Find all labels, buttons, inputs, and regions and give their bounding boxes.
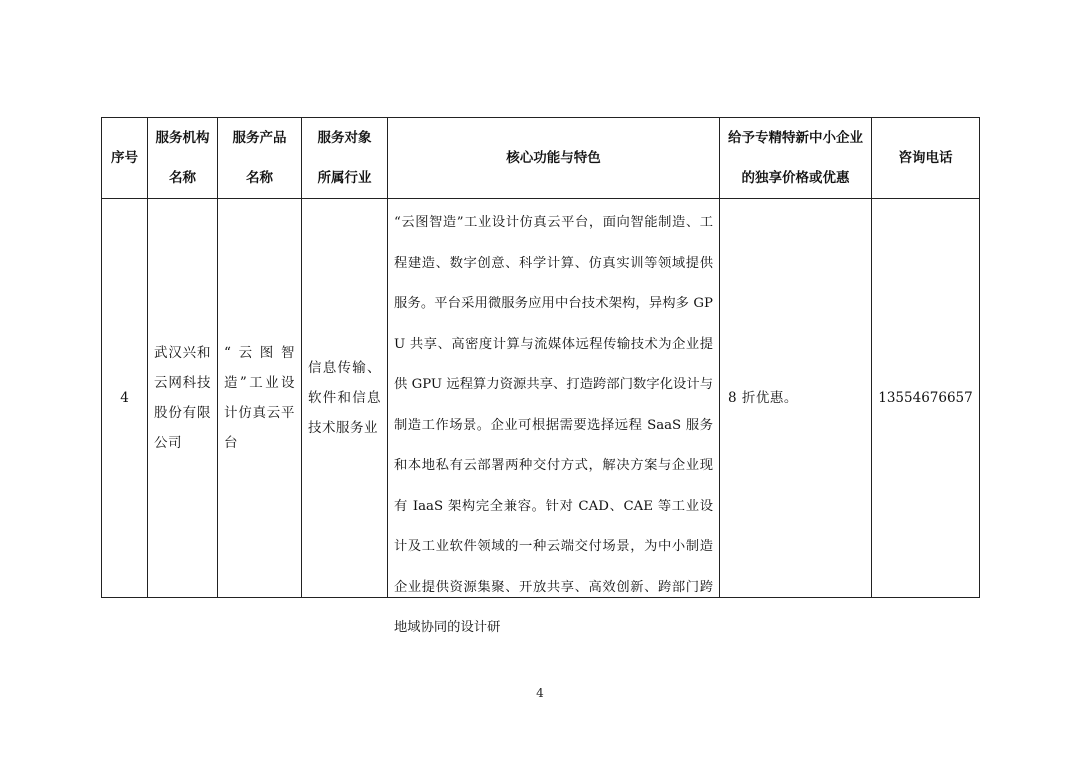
header-seq: 序号 [102,118,148,199]
header-phone: 咨询电话 [872,118,980,199]
header-row [102,118,980,199]
header-org-name: 服务机构 名称 [148,118,218,199]
header-product-name: 服务产品 名称 [218,118,302,199]
page-number: 4 [536,686,544,700]
header-features: 核心功能与特色 [388,118,720,199]
cell-offer: 8 折优惠。 [720,199,872,598]
cell-phone: 13554676657 [872,199,980,598]
table-row [102,199,980,598]
header-offer: 给予专精特新中小企业 的独享价格或优惠 [720,118,872,199]
cell-seq: 4 [102,199,148,598]
cell-features: “云图智造”工业设计仿真云平台，面向智能制造、工程建造、数字创意、科学计算、仿真实训等领域提供服务。平台采用微服务应用中台技术架构，异构多 GPU 共享、高密度计算与流媒体远程传输技术为企业提供 GPU 远程算力资源共享、打造跨部门数字化设计与制造工作场景。企业可根据需要选择远程 SaaS 服务和本地私有云部署两种交付方式，解决方案与企业现有 IaaS 架构完全兼容。针对 CAD、CAE 等工业设计及工业软件领域的一种云端交付场景，为中小制造企业提供资源集聚、开放共享、高效创新、跨部门跨地域协同的设计研 [388,199,720,598]
header-industry: 服务对象 所属行业 [302,118,388,199]
service-table [101,117,980,635]
cell-org-name: 武汉兴和云网科技股份有限公司 [148,199,218,598]
cell-product-name: “云图智造”工业设计仿真云平台 [218,199,302,598]
cell-industry: 信息传输、软件和信息技术服务业 [302,199,388,598]
